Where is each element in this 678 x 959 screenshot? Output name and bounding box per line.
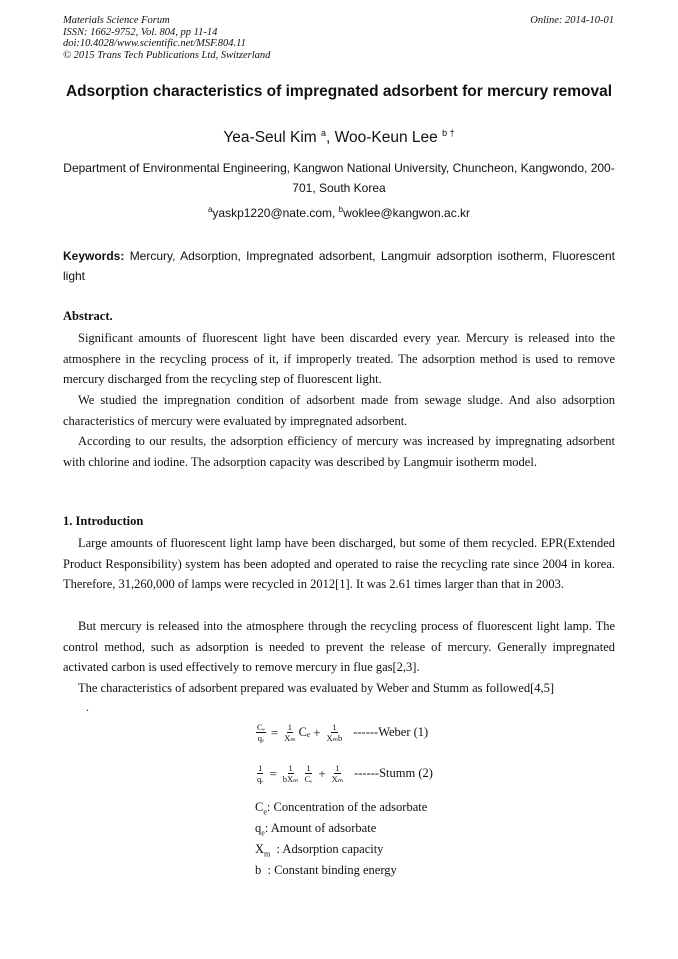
- issn-line: ISSN: 1662-9752, Vol. 804, pp 11-14: [63, 26, 218, 38]
- definition-b: b : Constant binding energy: [255, 863, 397, 877]
- author-1-affil: a: [321, 128, 327, 138]
- introduction-heading: 1. Introduction: [63, 514, 144, 528]
- stumm-lhs: $\frac{1}{\text{qₑ}}$: [257, 763, 264, 784]
- definition-qe: $q_e$: Amount of adsorbate: [255, 821, 377, 838]
- abstract-paragraph-3: According to our results, the adsorption efficiency of mercury was increased by impregnating adsorbent with chlorine and iodine. The adsorption capacity was described by Langmuir isotherm model.: [63, 434, 615, 469]
- author-separator: ,: [326, 129, 335, 147]
- equation-weber: $\frac{\text{Cₑ}}{\text{qₑ}}$ = $\frac{1}{\text{Xₘ}}$ Cₑ + $\frac{1}{\text{Xₘb}}$ ------Weber (1): [257, 722, 429, 743]
- stumm-label: ------Stumm (2): [354, 766, 433, 780]
- email-a-sup: a: [207, 205, 213, 214]
- weber-label: ------Weber (1): [353, 725, 429, 739]
- email-b-sup: b: [338, 205, 344, 214]
- weber-lhs: $\frac{\text{Cₑ}}{\text{qₑ}}$: [257, 722, 265, 743]
- equation-stumm: $\frac{1}{\text{qₑ}}$ = $\frac{1}{\text{bXₘ}}$ $\frac{1}{\text{Cₑ}}$ + $\frac{1}{\text{Xₘ}}$ ------Stumm (2): [257, 763, 433, 784]
- keywords-label: Keywords:: [63, 249, 125, 263]
- email-b: woklee@kangwon.ac.kr: [343, 206, 471, 220]
- author-list: [63, 128, 615, 147]
- journal-header: [63, 15, 270, 61]
- abstract-heading: Abstract.: [63, 309, 113, 323]
- definition-ce: $C_e$: Concentration of the adsorbate: [255, 800, 428, 817]
- author-1: Yea-Seul Kim: [223, 129, 317, 147]
- author-2: Woo-Keun Lee: [334, 129, 438, 147]
- paper-title: Adsorption characteristics of impregnated adsorbent for mercury removal: [65, 83, 613, 100]
- abstract-paragraph-2: We studied the impregnation condition of adsorbent made from sewage sludge. And also adsorption characteristics of mercury were evaluated by impregnated adsorbent.: [63, 393, 615, 428]
- intro-paragraph-2: But mercury is released into the atmosphere through the recycling process of fluorescent light lamp. The control method, such as adsorption is needed to prevent the release of mercury. Generally impregnated activated carbon is used effectively to remove mercury in flue gas[2,3].: [63, 619, 615, 675]
- journal-name: Materials Science Forum: [63, 15, 170, 26]
- intro-paragraph-1: Large amounts of fluorescent light lamp have been discharged, but some of them recycled. EPR(Extended Product Responsibility) system has been adopted and operated to raise the recycling rate since 2004 in korea. Therefore, 31,260,000 of lamps were recycled in 2012[1]. It was 2.61 times larger than that in 2003.: [63, 536, 615, 592]
- stumm-term1b: $\frac{1}{\text{Cₑ}}$: [304, 763, 313, 784]
- online-date: Online: 2014-10-01: [530, 15, 614, 26]
- intro-paragraph-3: The characteristics of adsorbent prepared was evaluated by Weber and Stumm as followed[4,5]: [78, 681, 555, 695]
- email-line: [63, 205, 615, 220]
- keywords: [63, 246, 615, 286]
- weber-term1: $\frac{1}{\text{Xₘ}}$: [284, 722, 296, 743]
- keywords-text: Mercury, Adsorption, Impregnated adsorbent, Langmuir adsorption isotherm, Fluorescent light: [63, 249, 615, 283]
- stray-dot: .: [86, 700, 89, 714]
- definition-xm: $X_m$ : Adsorption capacity: [255, 842, 384, 859]
- stumm-term1: $\frac{1}{\text{bXₘ}}$: [282, 763, 299, 784]
- copyright-line: © 2015 Trans Tech Publications Ltd, Switzerland: [63, 49, 271, 61]
- email-a: yaskp1220@nate.com,: [212, 206, 339, 220]
- stumm-term2: $\frac{1}{\text{Xₘ}}$: [331, 763, 344, 784]
- weber-term2: $\frac{1}{\text{Xₘb}}$: [326, 722, 343, 743]
- affiliation: Department of Environmental Engineering, Kangwon National University, Chuncheon, Kangwondo, 200-701, South Korea: [63, 161, 615, 195]
- doi-line: doi:10.4028/www.scientific.net/MSF.804.11: [63, 38, 246, 49]
- author-2-affil: b †: [442, 128, 455, 138]
- abstract-paragraph-1: Significant amounts of fluorescent light have been discarded every year. Mercury is released into the atmosphere in the recycling process of it, if improperly treated. The adsorption method is used to remove mercury discharged from the recycling step of fluorescent light.: [63, 331, 615, 387]
